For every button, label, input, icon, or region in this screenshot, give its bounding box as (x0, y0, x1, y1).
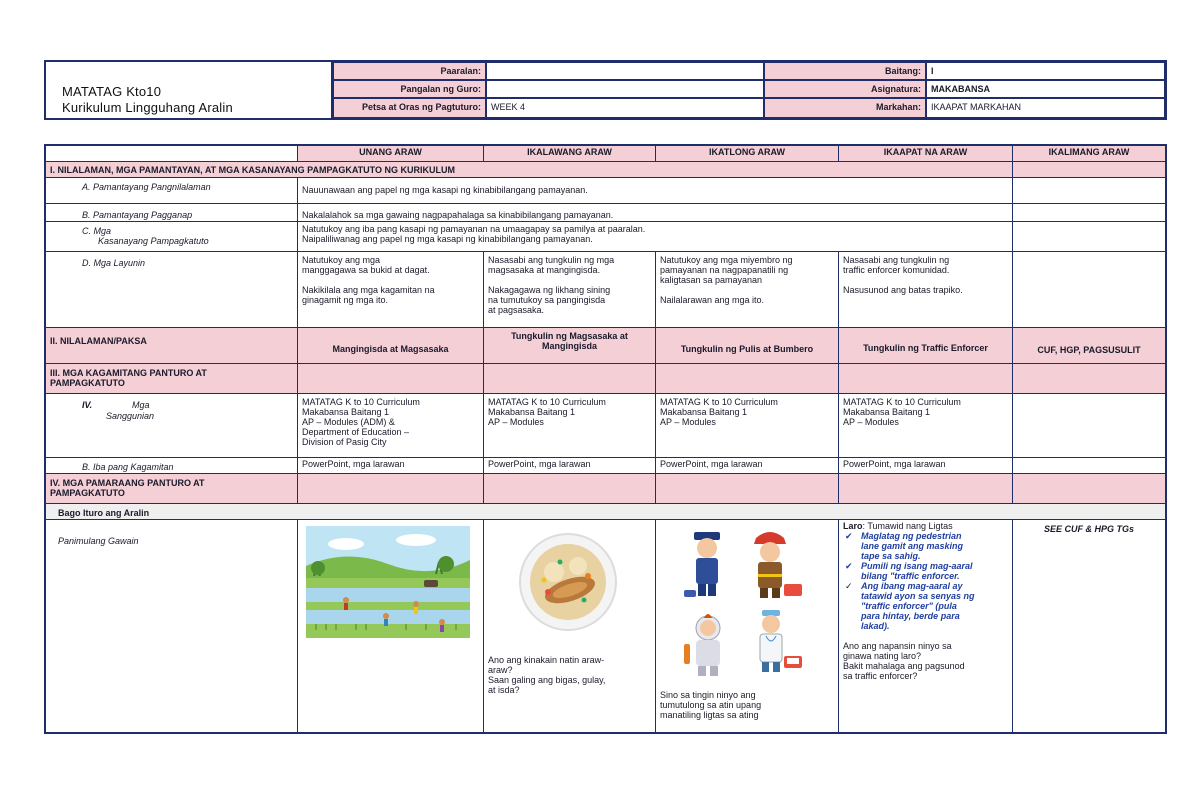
laro-bullet-3 (843, 581, 1008, 631)
day-header-2: IKALAWANG ARAW (484, 146, 656, 162)
kasanayang-text-line-1: Natutukoy ang iba pang kasapi ng pamayanan na umaagapay sa pamilya at paaralan. (302, 224, 646, 234)
bullet-line: tatawid ayon sa senyas ng (861, 591, 975, 601)
day4-question-line: sa traffic enforcer? (843, 671, 918, 681)
layunin-day5 (1013, 252, 1165, 328)
layunin-day3-line: Nailalarawan ang mga ito. (660, 295, 765, 305)
bullet-line: Maglatag ng pedestrian (861, 531, 962, 541)
layunin-day4-line (843, 275, 1008, 285)
kasanayang-pampagkatuto-label (46, 222, 298, 252)
paksa-day1: Mangingisda at Magsasaka (298, 328, 484, 364)
day3-question-line: Sino sa tingin ninyo ang (660, 690, 756, 700)
paksa-day2 (484, 328, 656, 364)
ref-line: AP – Modules (660, 417, 716, 427)
ref-line: AP – Modules (843, 417, 899, 427)
paksa-day5: CUF, HGP, PAGSUSULIT (1013, 328, 1165, 364)
section-3-day1 (298, 364, 484, 394)
section-3-title (46, 364, 298, 394)
layunin-day2-line (488, 275, 651, 285)
laro-bullet-2 (843, 561, 1008, 581)
section-4-day1 (298, 474, 484, 504)
bullet-line: bilang "traffic enforcer. (861, 571, 960, 581)
section-3-title-line-2: PAMPAGKATUTO (50, 378, 125, 388)
section-3-day2 (484, 364, 656, 394)
title-line-2: Kurikulum Lingguhang Aralin (62, 100, 233, 115)
day3-question-line: manatiling ligtas sa ating (660, 710, 759, 720)
corner-cell (46, 146, 298, 162)
kasanayang-text-line-2: Naipaliliwanag ang papel ng mga kasapi ng kinabibilangang pamayanan. (302, 234, 593, 244)
ref-line: MATATAG K to 10 Curriculum (488, 397, 606, 407)
lesson-plan-table (44, 144, 1167, 734)
day3-question-line: tumutulong sa atin upang (660, 700, 762, 710)
layunin-day1-line (302, 275, 479, 285)
section-3-day3 (656, 364, 839, 394)
panimulang-gawain-label: Panimulang Gawain (46, 520, 298, 732)
baitang-label: Baitang: (764, 62, 926, 80)
day4-question-line: Ano ang napansin ninyo sa (843, 641, 952, 651)
ref-line: Department of Education – (302, 427, 410, 437)
guro-label: Pangalan ng Guro: (333, 80, 486, 98)
day4-question-line: ginawa nating laro? (843, 651, 922, 661)
day2-question-line: Saan galing ang bigas, gulay, (488, 675, 606, 685)
pamantayang-pagganap-day5 (1013, 204, 1165, 222)
bullet-line: Pumili ng isang mag-aaral (861, 561, 973, 571)
section-4-day3 (656, 474, 839, 504)
layunin-day1-line: ginagamit ng mga ito. (302, 295, 389, 305)
sanggunian-day3 (656, 394, 839, 458)
bullet-line: para hintay, berde para (861, 611, 960, 621)
ref-line: Makabansa Baitang 1 (488, 407, 576, 417)
day-header-4: IKAAPAT NA ARAW (839, 146, 1013, 162)
paksa-day3: Tungkulin ng Pulis at Bumbero (656, 328, 839, 364)
layunin-day3-line: pamayanan na nagpapanatili ng (660, 265, 789, 275)
layunin-day2-line: Nasasabi ang tungkulin ng mga (488, 255, 615, 265)
section-4-day2 (484, 474, 656, 504)
day-header-1: UNANG ARAW (298, 146, 484, 162)
pamantayang-pangnilalaman-day5 (1013, 178, 1165, 204)
laro-title (843, 521, 1008, 531)
layunin-day3-line: kaligtasan sa pamayanan (660, 275, 763, 285)
check-icon: ✓ (845, 581, 853, 591)
layunin-day1-line: Nakikilala ang mga kagamitan na (302, 285, 435, 295)
kasanayang-label-line-1: C. Mga (82, 226, 112, 236)
section-1-title-day5 (1013, 162, 1165, 178)
layunin-day4 (839, 252, 1013, 328)
petsa-label: Petsa at Oras ng Pagtuturo: (333, 98, 486, 118)
pamantayang-pangnilalaman-label: A. Pamantayang Pangnilalaman (46, 178, 298, 204)
ref-line: Division of Pasig City (302, 437, 387, 447)
sanggunian-day1 (298, 394, 484, 458)
panimula-day2 (484, 520, 656, 732)
check-icon: ✔ (845, 531, 853, 541)
layunin-day4-line: Nasusunod ang batas trapiko. (843, 285, 963, 295)
layunin-day3-line: Natutukoy ang mga miyembro ng (660, 255, 793, 265)
pamantayang-pangnilalaman-text: Nauunawaan ang papel ng mga kasapi ng kinabibilangang pamayanan. (298, 178, 1013, 204)
paaralan-label: Paaralan: (333, 62, 486, 80)
bullet-line: tape sa sahig. (861, 551, 921, 561)
kasanayang-pampagkatuto-text (298, 222, 1013, 252)
sanggunian-day2 (484, 394, 656, 458)
sanggunian-label-line-2: Sanggunian (106, 411, 155, 421)
rice-field-illustration (306, 526, 470, 638)
section-4-day4 (839, 474, 1013, 504)
laro-bullet-1 (843, 531, 1008, 561)
firefighter-figure (754, 532, 802, 598)
ref-line: Makabansa Baitang 1 (843, 407, 931, 417)
section-4-title-line-1: IV. MGA PAMARAANG PANTURO AT (50, 478, 205, 488)
markahan-field[interactable]: IKAAPAT MARKAHAN (926, 98, 1165, 118)
sanggunian-number: IV. (82, 400, 93, 410)
panimula-day1 (298, 520, 484, 732)
asignatura-label: Asignatura: (764, 80, 926, 98)
sanggunian-label-line-1: Mga (132, 400, 150, 410)
bullet-line: "traffic enforcer" (pula (861, 601, 957, 611)
petsa-field[interactable]: WEEK 4 (486, 98, 764, 118)
panimula-day5: SEE CUF & HPG TGs (1043, 524, 1134, 534)
sanggunian-label (46, 394, 298, 458)
panimula-day4 (839, 520, 1013, 732)
layunin-day3-line (660, 285, 834, 295)
layunin-day3 (656, 252, 839, 328)
section-4-title-line-2: PAMPAGKATUTO (50, 488, 125, 498)
pamantayang-pagganap-text: Nakalalahok sa mga gawaing nagpapahalaga sa kinabibilangang pamayanan. (298, 204, 1013, 222)
pamantayang-pagganap-label: B. Pamantayang Pagganap (46, 204, 298, 222)
laro-text: : Tumawid nang Ligtas (862, 521, 953, 531)
rescuer-figure (684, 614, 720, 676)
layunin-day1-line: manggagawa sa bukid at dagat. (302, 265, 430, 275)
section-3-day4 (839, 364, 1013, 394)
layunin-label: D. Mga Layunin (46, 252, 298, 328)
kasanayang-day5 (1013, 222, 1165, 252)
check-icon: ✔ (845, 561, 853, 571)
ref-line: AP – Modules (488, 417, 544, 427)
community-helpers-illustration (684, 524, 814, 684)
layunin-day2-line: at pagsasaka. (488, 305, 545, 315)
section-2-title: II. NILALAMAN/PAKSA (46, 328, 298, 364)
markahan-label: Markahan: (764, 98, 926, 118)
section-3-day5 (1013, 364, 1165, 394)
doctor-figure (760, 610, 802, 672)
bullet-line: lane gamit ang masking (861, 541, 964, 551)
bullet-line: lakad). (861, 621, 890, 631)
ref-line: Makabansa Baitang 1 (660, 407, 748, 417)
day2-question-line: Ano ang kinakain natin araw- (488, 655, 605, 665)
layunin-day2 (484, 252, 656, 328)
paksa-day2-line-2: Mangingisda (541, 341, 597, 351)
kagamitan-day5 (1013, 458, 1165, 474)
layunin-day2-line: na tumutukoy sa pangingisda (488, 295, 606, 305)
day4-questions (843, 641, 1008, 681)
kagamitan-day3: PowerPoint, mga larawan (656, 458, 839, 474)
bago-ituro-row: Bago Ituro ang Aralin (46, 504, 1165, 520)
paaralan-field[interactable] (486, 62, 764, 80)
baitang-field[interactable]: I (926, 62, 1165, 80)
section-1-title: I. NILALAMAN, MGA PAMANTAYAN, AT MGA KASANAYANG PAMPAGKATUTO NG KURIKULUM (46, 162, 1013, 178)
asignatura-field[interactable]: MAKABANSA (926, 80, 1165, 98)
day4-question-line: Bakit mahalaga ang pagsunod (843, 661, 965, 671)
sanggunian-day4 (839, 394, 1013, 458)
kagamitan-day4: PowerPoint, mga larawan (839, 458, 1013, 474)
day2-question-line: at isda? (488, 685, 520, 695)
layunin-day1 (298, 252, 484, 328)
guro-field[interactable] (486, 80, 764, 98)
ref-line: MATATAG K to 10 Curriculum (843, 397, 961, 407)
ref-line: AP – Modules (ADM) & (302, 417, 395, 427)
panimula-day3 (656, 520, 839, 732)
ref-line: MATATAG K to 10 Curriculum (302, 397, 420, 407)
layunin-day2-line: Nakagagawa ng likhang sining (488, 285, 611, 295)
layunin-day4-line: traffic enforcer komunidad. (843, 265, 950, 275)
day2-question-line: araw? (488, 665, 513, 675)
day-header-5: IKALIMANG ARAW (1013, 146, 1165, 162)
ref-line: MATATAG K to 10 Curriculum (660, 397, 778, 407)
layunin-day1-line: Natutukoy ang mga (302, 255, 381, 265)
laro-label: Laro (843, 521, 863, 531)
kagamitan-day1: PowerPoint, mga larawan (298, 458, 484, 474)
section-4-day5 (1013, 474, 1165, 504)
sanggunian-day5 (1013, 394, 1165, 458)
police-figure (684, 532, 720, 597)
layunin-day2-line: magsasaka at mangingisda. (488, 265, 601, 275)
paksa-day4: Tungkulin ng Traffic Enforcer (839, 328, 1013, 364)
iba-pang-kagamitan-label: B. Iba pang Kagamitan (46, 458, 298, 474)
food-plate-illustration (518, 532, 618, 632)
layunin-day4-line: Nasasabi ang tungkulin ng (843, 255, 950, 265)
section-3-title-line-1: III. MGA KAGAMITANG PANTURO AT (50, 368, 207, 378)
paksa-day2-line-1: Tungkulin ng Magsasaka at (511, 331, 628, 341)
kasanayang-label-line-2: Kasanayang Pampagkatuto (98, 236, 209, 246)
kagamitan-day2: PowerPoint, mga larawan (484, 458, 656, 474)
ref-line: Makabansa Baitang 1 (302, 407, 390, 417)
document-title (46, 62, 333, 118)
day-header-3: IKATLONG ARAW (656, 146, 839, 162)
bullet-line: Ang ibang mag-aaral ay (861, 581, 963, 591)
title-line-1: MATATAG Kto10 (62, 84, 162, 99)
section-4-title (46, 474, 298, 504)
